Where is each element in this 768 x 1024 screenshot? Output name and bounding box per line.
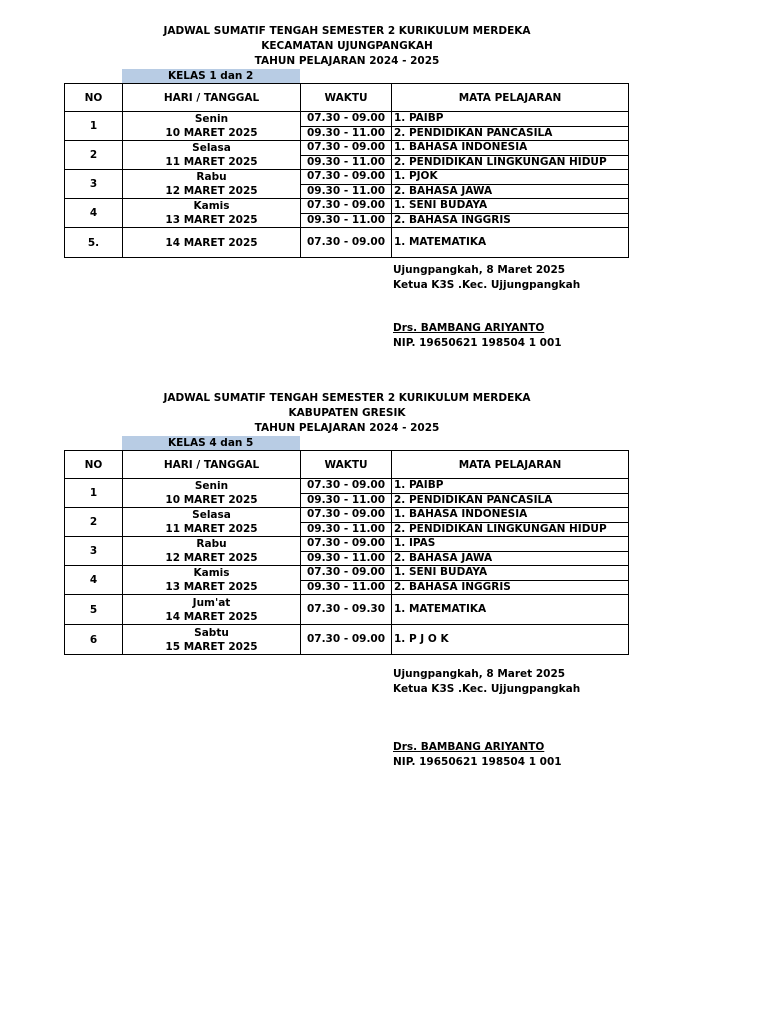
signer-role: Ketua K3S .Kec. Ujjungpangkah xyxy=(393,683,581,695)
time-cell: 09.30 - 11.00 xyxy=(301,551,392,566)
exam-date: 11 MARET 2025 xyxy=(165,156,258,168)
title-block-1 xyxy=(64,24,630,69)
table-row xyxy=(65,141,629,156)
subject-cell: 1. PJOK xyxy=(392,170,629,185)
day-date-cell xyxy=(123,508,301,537)
column-header: NO xyxy=(65,451,123,479)
column-header: MATA PELAJARAN xyxy=(392,84,629,112)
exam-date: 13 MARET 2025 xyxy=(165,581,258,593)
time-cell: 07.30 - 09.00 xyxy=(301,170,392,185)
row-number: 3 xyxy=(65,170,123,199)
kelas-label-2 xyxy=(122,436,300,450)
day-date-cell xyxy=(123,170,301,199)
time-cell: 07.30 - 09.00 xyxy=(301,479,392,494)
title-line: TAHUN PELAJARAN 2024 - 2025 xyxy=(254,55,440,67)
day-name: Sabtu xyxy=(194,626,229,639)
row-number: 4 xyxy=(65,566,123,595)
table-row xyxy=(65,170,629,185)
subject-cell: 1. SENI BUDAYA xyxy=(392,566,629,581)
time-cell: 09.30 - 11.00 xyxy=(301,522,392,537)
place-date: Ujungpangkah, 8 Maret 2025 xyxy=(393,668,566,680)
time-cell: 07.30 - 09.00 xyxy=(301,141,392,156)
column-header: NO xyxy=(65,84,123,112)
subject-cell: 1. MATEMATIKA xyxy=(392,228,629,258)
subject-cell: 1. PAIBP xyxy=(392,112,629,127)
exam-date: 11 MARET 2025 xyxy=(165,523,258,535)
day-name: Rabu xyxy=(196,171,227,183)
subject-cell: 2. BAHASA INGGRIS xyxy=(392,213,629,228)
column-header: WAKTU xyxy=(301,451,392,479)
day-name: Selasa xyxy=(192,509,231,521)
row-number: 1 xyxy=(65,479,123,508)
day-name: Rabu xyxy=(196,538,227,550)
place-date: Ujungpangkah, 8 Maret 2025 xyxy=(393,264,566,276)
exam-date: 13 MARET 2025 xyxy=(165,214,258,226)
signature-block-1 xyxy=(393,263,580,351)
time-cell: 07.30 - 09.00 xyxy=(301,566,392,581)
time-cell: 07.30 - 09.00 xyxy=(301,199,392,214)
row-number: 5. xyxy=(65,228,123,258)
table-row xyxy=(65,479,629,494)
subject-cell: 2. BAHASA JAWA xyxy=(392,551,629,566)
table-header-row xyxy=(65,84,629,112)
kelas-text: KELAS 1 dan 2 xyxy=(168,70,254,82)
row-number: 3 xyxy=(65,537,123,566)
time-cell: 07.30 - 09.00 xyxy=(301,112,392,127)
time-cell: 07.30 - 09.00 xyxy=(301,625,392,655)
subject-cell: 2. PENDIDIKAN PANCASILA xyxy=(392,126,629,141)
table-header-row xyxy=(65,451,629,479)
subject-cell: 1. BAHASA INDONESIA xyxy=(392,141,629,156)
day-date-cell xyxy=(123,479,301,508)
table-row xyxy=(65,566,629,581)
schedule-table-1 xyxy=(64,83,629,258)
signature-block-2 xyxy=(393,667,580,770)
row-number: 2 xyxy=(65,508,123,537)
day-date-cell xyxy=(123,199,301,228)
day-name: Senin xyxy=(194,113,229,125)
column-header: HARI / TANGGAL xyxy=(123,84,301,112)
table-row xyxy=(65,625,629,655)
table-row xyxy=(65,537,629,552)
day-date-cell xyxy=(123,537,301,566)
signer-name: Drs. BAMBANG ARIYANTO xyxy=(393,322,545,334)
exam-date: 14 MARET 2025 xyxy=(165,236,258,249)
row-number: 6 xyxy=(65,625,123,655)
subject-cell: 2. PENDIDIKAN LINGKUNGAN HIDUP xyxy=(392,522,629,537)
kelas-text: KELAS 4 dan 5 xyxy=(168,437,254,449)
signer-role: Ketua K3S .Kec. Ujjungpangkah xyxy=(393,279,581,291)
subject-cell: 2. PENDIDIKAN PANCASILA xyxy=(392,493,629,508)
table-row xyxy=(65,199,629,214)
subject-cell: 1. BAHASA INDONESIA xyxy=(392,508,629,523)
exam-date: 10 MARET 2025 xyxy=(165,127,258,139)
table-row xyxy=(65,112,629,127)
day-date-cell xyxy=(123,595,301,625)
subject-cell: 1. P J O K xyxy=(392,625,629,655)
time-cell: 09.30 - 11.00 xyxy=(301,126,392,141)
title-line: JADWAL SUMATIF TENGAH SEMESTER 2 KURIKULUM MERDEKA xyxy=(163,392,531,404)
day-date-cell xyxy=(123,625,301,655)
title-line: KABUPATEN GRESIK xyxy=(288,407,406,419)
exam-date: 12 MARET 2025 xyxy=(165,552,258,564)
day-date-cell xyxy=(123,112,301,141)
day-name: Kamis xyxy=(193,567,230,579)
day-name: Jum'at xyxy=(192,596,231,609)
day-name: Kamis xyxy=(193,200,230,212)
day-date-cell xyxy=(123,141,301,170)
exam-date: 12 MARET 2025 xyxy=(165,185,258,197)
time-cell: 07.30 - 09.30 xyxy=(301,595,392,625)
subject-cell: 1. MATEMATIKA xyxy=(392,595,629,625)
subject-cell: 2. PENDIDIKAN LINGKUNGAN HIDUP xyxy=(392,155,629,170)
day-date-cell xyxy=(123,566,301,595)
table-row xyxy=(65,595,629,625)
exam-date: 15 MARET 2025 xyxy=(165,640,258,653)
table-row xyxy=(65,228,629,258)
time-cell: 09.30 - 11.00 xyxy=(301,213,392,228)
time-cell: 07.30 - 09.00 xyxy=(301,508,392,523)
time-cell: 07.30 - 09.00 xyxy=(301,228,392,258)
day-name: Selasa xyxy=(192,142,231,154)
column-header: WAKTU xyxy=(301,84,392,112)
subject-cell: 2. BAHASA JAWA xyxy=(392,184,629,199)
title-line: JADWAL SUMATIF TENGAH SEMESTER 2 KURIKULUM MERDEKA xyxy=(163,25,531,37)
subject-cell: 1. SENI BUDAYA xyxy=(392,199,629,214)
column-header: MATA PELAJARAN xyxy=(392,451,629,479)
kelas-label-1 xyxy=(122,69,300,83)
row-number: 2 xyxy=(65,141,123,170)
row-number: 5 xyxy=(65,595,123,625)
time-cell: 07.30 - 09.00 xyxy=(301,537,392,552)
time-cell: 09.30 - 11.00 xyxy=(301,580,392,595)
signer-name: Drs. BAMBANG ARIYANTO xyxy=(393,741,545,753)
time-cell: 09.30 - 11.00 xyxy=(301,155,392,170)
schedule-table-2 xyxy=(64,450,629,655)
time-cell: 09.30 - 11.00 xyxy=(301,493,392,508)
row-number: 4 xyxy=(65,199,123,228)
subject-cell: 1. PAIBP xyxy=(392,479,629,494)
table-row xyxy=(65,508,629,523)
title-block-2 xyxy=(64,391,630,436)
signer-nip: NIP. 19650621 198504 1 001 xyxy=(393,337,562,349)
title-line: KECAMATAN UJUNGPANGKAH xyxy=(261,40,433,52)
column-header: HARI / TANGGAL xyxy=(123,451,301,479)
subject-cell: 1. IPAS xyxy=(392,537,629,552)
signer-nip: NIP. 19650621 198504 1 001 xyxy=(393,756,562,768)
title-line: TAHUN PELAJARAN 2024 - 2025 xyxy=(254,422,440,434)
day-name: Senin xyxy=(194,480,229,492)
subject-cell: 2. BAHASA INGGRIS xyxy=(392,580,629,595)
exam-date: 10 MARET 2025 xyxy=(165,494,258,506)
time-cell: 09.30 - 11.00 xyxy=(301,184,392,199)
row-number: 1 xyxy=(65,112,123,141)
day-date-cell xyxy=(123,228,301,258)
exam-date: 14 MARET 2025 xyxy=(165,610,258,623)
